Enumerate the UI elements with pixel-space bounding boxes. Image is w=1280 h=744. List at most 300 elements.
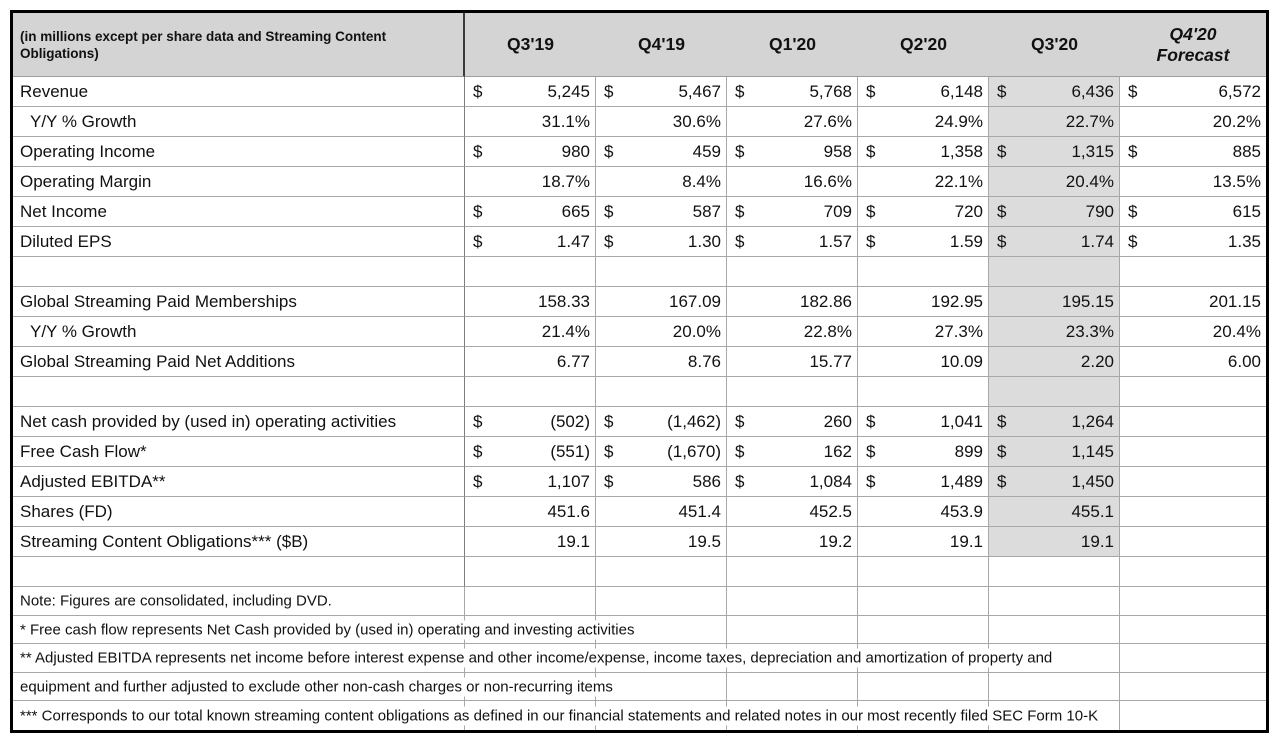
row-label: Adjusted EBITDA** <box>20 471 166 491</box>
row-label: Y/Y % Growth <box>30 111 137 131</box>
cell-value: 2.20 <box>1080 351 1114 371</box>
dollar-sign: $ <box>604 201 614 221</box>
value-cell <box>858 197 989 227</box>
dollar-sign: $ <box>604 231 614 251</box>
value-cell <box>596 77 727 107</box>
dollar-sign: $ <box>735 141 745 161</box>
value-cell <box>1120 437 1266 467</box>
cell-value: 260 <box>823 411 852 431</box>
value-cell <box>858 107 989 137</box>
value-cell <box>465 197 596 227</box>
dollar-sign: $ <box>473 441 483 461</box>
table-row <box>13 347 1266 377</box>
value-cell <box>1120 347 1266 377</box>
note-empty-cell <box>858 616 989 645</box>
value-cell <box>596 467 727 497</box>
value-cell <box>596 287 727 317</box>
cell-value: 201.15 <box>1209 291 1261 311</box>
value-cell <box>465 557 596 587</box>
column-header-line1: Q1'20 <box>769 34 816 54</box>
cell-value: 1,145 <box>1071 441 1114 461</box>
table-row <box>13 527 1266 557</box>
cell-value: 19.1 <box>556 531 590 551</box>
value-cell <box>1120 197 1266 227</box>
cell-value: 16.6% <box>803 171 852 191</box>
value-cell <box>858 407 989 437</box>
cell-value: 192.95 <box>931 291 983 311</box>
cell-value: 1,041 <box>940 411 983 431</box>
value-cell <box>727 197 858 227</box>
row-label: Streaming Content Obligations*** ($B) <box>20 531 309 551</box>
cell-value: 455.1 <box>1071 501 1114 521</box>
cell-value: 20.0% <box>672 321 721 341</box>
value-cell <box>858 77 989 107</box>
cell-value: (1,462) <box>667 411 721 431</box>
cell-value: (502) <box>550 411 590 431</box>
value-cell <box>596 197 727 227</box>
value-cell <box>596 377 727 407</box>
dollar-sign: $ <box>1128 81 1138 101</box>
table-row <box>13 77 1266 107</box>
note-empty-cell <box>1120 701 1266 730</box>
table-row <box>13 107 1266 137</box>
row-label-cell <box>13 557 465 587</box>
value-cell <box>596 317 727 347</box>
value-cell <box>465 107 596 137</box>
value-cell <box>989 287 1120 317</box>
value-cell <box>727 107 858 137</box>
value-cell <box>727 167 858 197</box>
note-empty-cell <box>727 616 858 645</box>
value-cell <box>1120 77 1266 107</box>
value-cell <box>989 377 1120 407</box>
cell-value: 8.4% <box>682 171 721 191</box>
value-cell <box>989 437 1120 467</box>
table-row <box>13 437 1266 467</box>
value-cell <box>1120 527 1266 557</box>
table-row <box>13 287 1266 317</box>
cell-value: 5,467 <box>678 81 721 101</box>
cell-value: 6.77 <box>556 351 590 371</box>
cell-value: 20.4% <box>1065 171 1114 191</box>
column-header-q3-20 <box>989 13 1120 77</box>
row-label: Revenue <box>20 81 89 101</box>
table-row <box>13 167 1266 197</box>
value-cell <box>989 497 1120 527</box>
cell-value: 1,358 <box>940 141 983 161</box>
value-cell <box>858 467 989 497</box>
row-label: Operating Income <box>20 141 156 161</box>
value-cell <box>989 527 1120 557</box>
value-cell <box>989 137 1120 167</box>
column-header-q4-20 <box>1120 13 1266 77</box>
cell-value: 13.5% <box>1212 171 1261 191</box>
value-cell <box>727 407 858 437</box>
note-empty-cell <box>1120 673 1266 702</box>
value-cell <box>727 467 858 497</box>
column-header-text <box>507 34 554 55</box>
cell-value: 586 <box>692 471 721 491</box>
value-cell <box>596 497 727 527</box>
note-empty-cell <box>1120 587 1266 616</box>
spacer-row <box>13 377 1266 407</box>
spacer-row <box>13 557 1266 587</box>
cell-value: 24.9% <box>934 111 983 131</box>
value-cell <box>465 257 596 287</box>
dollar-sign: $ <box>473 141 483 161</box>
value-cell <box>989 317 1120 347</box>
note-empty-cell <box>858 673 989 702</box>
value-cell <box>858 227 989 257</box>
cell-value: 167.09 <box>669 291 721 311</box>
note-row <box>13 616 1266 645</box>
cell-value: 1.30 <box>687 231 721 251</box>
note-empty-cell <box>465 587 596 616</box>
value-cell <box>596 257 727 287</box>
row-label-cell <box>13 137 465 167</box>
value-cell <box>1120 407 1266 437</box>
row-label-cell <box>13 257 465 287</box>
column-header-text <box>769 34 816 55</box>
cell-value: 23.3% <box>1065 321 1114 341</box>
cell-value: 158.33 <box>538 291 590 311</box>
header-label-cell <box>13 13 465 77</box>
value-cell <box>727 377 858 407</box>
row-label-cell <box>13 107 465 137</box>
dollar-sign: $ <box>866 141 876 161</box>
value-cell <box>858 377 989 407</box>
value-cell <box>989 167 1120 197</box>
row-label-cell <box>13 497 465 527</box>
table-row <box>13 497 1266 527</box>
table-row <box>13 137 1266 167</box>
value-cell <box>596 437 727 467</box>
note-text: ** Adjusted EBITDA represents net income before interest expense and other income/expense, income taxes, depreciation and amortization of property and <box>20 649 1058 668</box>
cell-value: 20.2% <box>1212 111 1261 131</box>
dollar-sign: $ <box>735 441 745 461</box>
note-empty-cell <box>1120 616 1266 645</box>
cell-value: 1,084 <box>809 471 852 491</box>
cell-value: 19.1 <box>949 531 983 551</box>
value-cell <box>858 527 989 557</box>
cell-value: (551) <box>550 441 590 461</box>
table-row <box>13 407 1266 437</box>
row-label-cell <box>13 377 465 407</box>
row-label: Shares (FD) <box>20 501 113 521</box>
column-header-text <box>1031 34 1078 55</box>
note-row <box>13 673 1266 702</box>
value-cell <box>727 77 858 107</box>
value-cell <box>1120 257 1266 287</box>
value-cell <box>727 227 858 257</box>
row-label-cell <box>13 197 465 227</box>
value-cell <box>858 437 989 467</box>
dollar-sign: $ <box>604 441 614 461</box>
value-cell <box>858 557 989 587</box>
value-cell <box>465 377 596 407</box>
value-cell <box>596 227 727 257</box>
dollar-sign: $ <box>735 411 745 431</box>
dollar-sign: $ <box>866 411 876 431</box>
cell-value: 195.15 <box>1062 291 1114 311</box>
note-empty-cell <box>727 673 858 702</box>
row-label-cell <box>13 317 465 347</box>
value-cell <box>727 137 858 167</box>
value-cell <box>596 527 727 557</box>
value-cell <box>727 317 858 347</box>
column-header-line1: Q4'19 <box>638 34 685 54</box>
value-cell <box>596 557 727 587</box>
row-label: Global Streaming Paid Net Additions <box>20 351 295 371</box>
note-empty-cell <box>989 616 1120 645</box>
value-cell <box>989 257 1120 287</box>
header-row <box>13 13 1266 77</box>
cell-value: 899 <box>954 441 983 461</box>
note-empty-cell <box>989 587 1120 616</box>
row-label: Free Cash Flow* <box>20 441 147 461</box>
spacer-row <box>13 257 1266 287</box>
cell-value: 27.6% <box>803 111 852 131</box>
column-header-line1: Q2'20 <box>900 34 947 54</box>
value-cell <box>727 557 858 587</box>
table-row <box>13 467 1266 497</box>
cell-value: 27.3% <box>934 321 983 341</box>
dollar-sign: $ <box>997 141 1007 161</box>
cell-value: 1,489 <box>940 471 983 491</box>
row-label: Diluted EPS <box>20 231 112 251</box>
cell-value: 6.00 <box>1227 351 1261 371</box>
value-cell <box>465 227 596 257</box>
cell-value: 21.4% <box>541 321 590 341</box>
cell-value: 31.1% <box>541 111 590 131</box>
table-row <box>13 227 1266 257</box>
dollar-sign: $ <box>604 471 614 491</box>
dollar-sign: $ <box>604 411 614 431</box>
value-cell <box>1120 107 1266 137</box>
note-text: *** Corresponds to our total known streaming content obligations as defined in our financial statements and related notes in our most recently filed SEC Form 10-K <box>20 706 1104 725</box>
dollar-sign: $ <box>997 201 1007 221</box>
note-text: Note: Figures are consolidated, including DVD. <box>20 592 338 611</box>
dollar-sign: $ <box>604 81 614 101</box>
value-cell <box>465 497 596 527</box>
cell-value: 22.7% <box>1065 111 1114 131</box>
value-cell <box>989 347 1120 377</box>
dollar-sign: $ <box>1128 231 1138 251</box>
cell-value: 459 <box>692 141 721 161</box>
value-cell <box>465 467 596 497</box>
cell-value: 19.1 <box>1080 531 1114 551</box>
row-label-cell <box>13 347 465 377</box>
cell-value: 720 <box>954 201 983 221</box>
value-cell <box>858 167 989 197</box>
value-cell <box>465 407 596 437</box>
value-cell <box>989 197 1120 227</box>
value-cell <box>465 437 596 467</box>
dollar-sign: $ <box>473 231 483 251</box>
cell-value: 6,436 <box>1071 81 1114 101</box>
cell-value: 665 <box>561 201 590 221</box>
cell-value: 19.2 <box>818 531 852 551</box>
cell-value: 5,768 <box>809 81 852 101</box>
cell-value: 453.9 <box>940 501 983 521</box>
dollar-sign: $ <box>866 471 876 491</box>
value-cell <box>465 167 596 197</box>
value-cell <box>596 407 727 437</box>
dollar-sign: $ <box>473 411 483 431</box>
value-cell <box>465 137 596 167</box>
cell-value: (1,670) <box>667 441 721 461</box>
value-cell <box>989 407 1120 437</box>
value-cell <box>596 107 727 137</box>
dollar-sign: $ <box>473 471 483 491</box>
value-cell <box>596 167 727 197</box>
cell-value: 451.6 <box>547 501 590 521</box>
value-cell <box>727 497 858 527</box>
value-cell <box>989 557 1120 587</box>
value-cell <box>727 287 858 317</box>
row-label-cell <box>13 437 465 467</box>
cell-value: 958 <box>823 141 852 161</box>
note-row <box>13 587 1266 616</box>
cell-value: 709 <box>823 201 852 221</box>
dollar-sign: $ <box>1128 141 1138 161</box>
row-label-cell <box>13 287 465 317</box>
note-empty-cell <box>1120 644 1266 673</box>
value-cell <box>858 347 989 377</box>
cell-value: 790 <box>1085 201 1114 221</box>
row-label-cell <box>13 167 465 197</box>
cell-value: 1.59 <box>949 231 983 251</box>
value-cell <box>465 527 596 557</box>
cell-value: 1,264 <box>1071 411 1114 431</box>
value-cell <box>1120 497 1266 527</box>
row-label-cell <box>13 407 465 437</box>
row-label: Operating Margin <box>20 171 152 191</box>
cell-value: 1.47 <box>556 231 590 251</box>
column-header-q1-20 <box>727 13 858 77</box>
row-label-cell <box>13 77 465 107</box>
value-cell <box>465 287 596 317</box>
dollar-sign: $ <box>866 231 876 251</box>
dollar-sign: $ <box>866 81 876 101</box>
cell-value: 615 <box>1232 201 1261 221</box>
value-cell <box>596 347 727 377</box>
dollar-sign: $ <box>997 411 1007 431</box>
value-cell <box>989 77 1120 107</box>
dollar-sign: $ <box>866 441 876 461</box>
value-cell <box>1120 317 1266 347</box>
column-header-line1: Q4'20 <box>1169 23 1217 44</box>
dollar-sign: $ <box>473 81 483 101</box>
value-cell <box>858 317 989 347</box>
row-label: Net Income <box>20 201 107 221</box>
column-header-q3-19 <box>465 13 596 77</box>
cell-value: 5,245 <box>547 81 590 101</box>
table-grid <box>13 13 1266 730</box>
table-units-label: (in millions except per share data and Streaming Content Obligations) <box>20 28 387 61</box>
cell-value: 6,148 <box>940 81 983 101</box>
column-header-text <box>638 34 685 55</box>
cell-value: 182.86 <box>800 291 852 311</box>
dollar-sign: $ <box>735 231 745 251</box>
cell-value: 1,315 <box>1071 141 1114 161</box>
financial-summary-table <box>10 10 1269 733</box>
cell-value: 1.35 <box>1227 231 1261 251</box>
cell-value: 885 <box>1232 141 1261 161</box>
column-header-q4-19 <box>596 13 727 77</box>
note-empty-cell <box>727 587 858 616</box>
dollar-sign: $ <box>604 141 614 161</box>
note-empty-cell <box>858 587 989 616</box>
note-empty-cell <box>989 673 1120 702</box>
value-cell <box>858 137 989 167</box>
cell-value: 15.77 <box>809 351 852 371</box>
cell-value: 8.76 <box>687 351 721 371</box>
value-cell <box>465 77 596 107</box>
row-label-cell <box>13 527 465 557</box>
cell-value: 452.5 <box>809 501 852 521</box>
dollar-sign: $ <box>735 81 745 101</box>
column-header-text <box>900 34 947 55</box>
row-label: Global Streaming Paid Memberships <box>20 291 297 311</box>
note-text: equipment and further adjusted to exclude other non-cash charges or non-recurring items <box>20 678 619 697</box>
dollar-sign: $ <box>866 201 876 221</box>
value-cell <box>465 317 596 347</box>
dollar-sign: $ <box>997 441 1007 461</box>
value-cell <box>727 527 858 557</box>
value-cell <box>989 107 1120 137</box>
cell-value: 22.1% <box>934 171 983 191</box>
value-cell <box>1120 287 1266 317</box>
value-cell <box>989 467 1120 497</box>
dollar-sign: $ <box>735 201 745 221</box>
value-cell <box>596 137 727 167</box>
dollar-sign: $ <box>997 81 1007 101</box>
value-cell <box>727 257 858 287</box>
value-cell <box>989 227 1120 257</box>
note-row <box>13 644 1266 673</box>
cell-value: 451.4 <box>678 501 721 521</box>
cell-value: 20.4% <box>1212 321 1261 341</box>
cell-value: 19.5 <box>687 531 721 551</box>
column-header-line1: Q3'19 <box>507 34 554 54</box>
note-empty-cell <box>596 587 727 616</box>
row-label: Y/Y % Growth <box>30 321 137 341</box>
cell-value: 10.09 <box>940 351 983 371</box>
row-label: Net cash provided by (used in) operating activities <box>20 411 397 431</box>
dollar-sign: $ <box>997 471 1007 491</box>
value-cell <box>1120 377 1266 407</box>
value-cell <box>858 497 989 527</box>
row-label-cell <box>13 467 465 497</box>
dollar-sign: $ <box>735 471 745 491</box>
column-header-q2-20 <box>858 13 989 77</box>
table-row <box>13 317 1266 347</box>
cell-value: 30.6% <box>672 111 721 131</box>
cell-value: 22.8% <box>803 321 852 341</box>
cell-value: 980 <box>561 141 590 161</box>
value-cell <box>465 347 596 377</box>
column-header-line1: Q3'20 <box>1031 34 1078 54</box>
value-cell <box>1120 137 1266 167</box>
column-header-line2: Forecast <box>1156 44 1230 65</box>
value-cell <box>858 287 989 317</box>
row-label-cell <box>13 227 465 257</box>
value-cell <box>1120 227 1266 257</box>
cell-value: 587 <box>692 201 721 221</box>
value-cell <box>1120 467 1266 497</box>
note-text: * Free cash flow represents Net Cash provided by (used in) operating and investing activities <box>20 620 640 639</box>
